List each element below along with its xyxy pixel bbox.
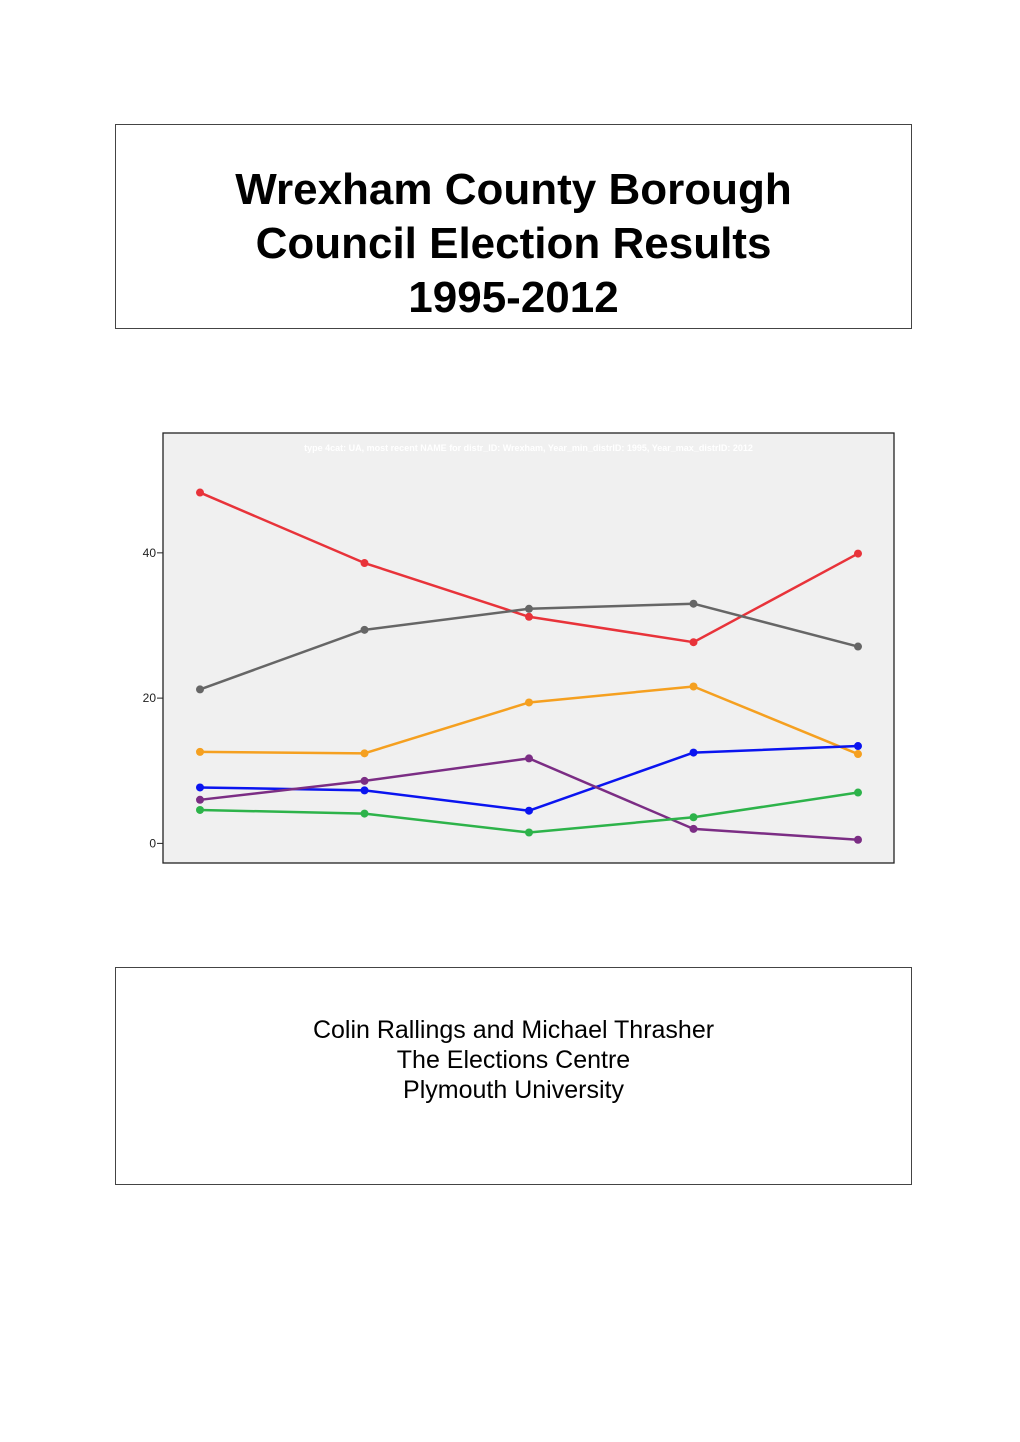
data-point <box>361 786 369 794</box>
data-point <box>525 754 533 762</box>
data-point <box>854 643 862 651</box>
data-point <box>690 825 698 833</box>
credits <box>116 1015 911 1105</box>
data-point <box>854 750 862 758</box>
data-point <box>361 749 369 757</box>
data-point <box>525 698 533 706</box>
data-point <box>690 682 698 690</box>
data-point <box>361 559 369 567</box>
data-point <box>854 742 862 750</box>
data-point <box>196 489 204 497</box>
data-point <box>361 626 369 634</box>
title-line: Council Election Results <box>255 219 772 268</box>
author-names: Colin Rallings and Michael Thrasher <box>312 1016 715 1044</box>
chart-svg <box>100 432 900 867</box>
y-tick-label: 40 <box>142 545 156 560</box>
data-point <box>525 828 533 836</box>
data-point <box>690 600 698 608</box>
chart-subtitle: type 4cat: UA, most recent NAME for distr_ID: Wrexham, Year_min_distrID: 1995, Year_max_distrID: 2012 <box>304 443 753 453</box>
data-point <box>525 613 533 621</box>
data-point <box>361 777 369 785</box>
data-point <box>854 836 862 844</box>
title-line: Wrexham County Borough <box>235 165 792 214</box>
line-chart <box>100 432 900 867</box>
title-box <box>115 124 912 329</box>
data-point <box>854 550 862 558</box>
data-point <box>525 807 533 815</box>
data-point <box>361 810 369 818</box>
y-tick-label: 20 <box>142 691 156 706</box>
report-title <box>116 163 911 325</box>
organisation: The Elections Centre <box>396 1046 631 1074</box>
data-point <box>196 806 204 814</box>
credits-box <box>115 967 912 1185</box>
university: Plymouth University <box>403 1076 624 1104</box>
data-point <box>196 796 204 804</box>
data-point <box>196 685 204 693</box>
data-point <box>854 789 862 797</box>
data-point <box>525 605 533 613</box>
data-point <box>690 749 698 757</box>
data-point <box>196 783 204 791</box>
y-tick-label: 0 <box>149 836 156 851</box>
plot-area <box>163 433 894 863</box>
title-line: 1995-2012 <box>408 273 619 322</box>
data-point <box>690 638 698 646</box>
data-point <box>690 813 698 821</box>
data-point <box>196 748 204 756</box>
